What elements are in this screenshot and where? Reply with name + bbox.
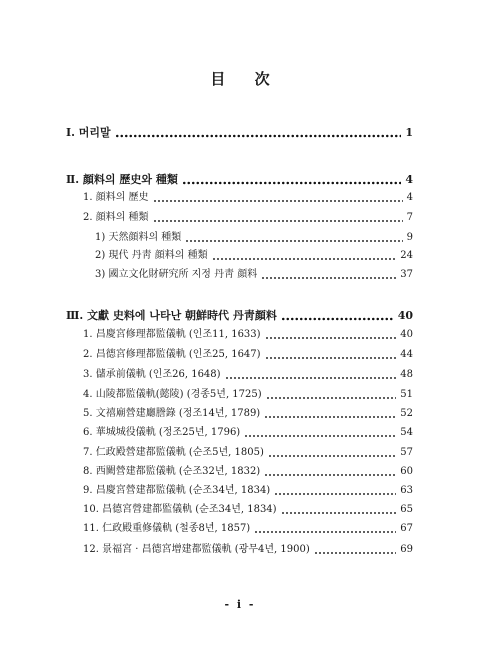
dot-leader — [225, 366, 397, 384]
toc-entry-label: Ⅰ. 머리말 — [66, 126, 111, 139]
page-title: 目 次 — [210, 70, 282, 88]
dot-leader — [274, 482, 396, 500]
dot-leader — [261, 266, 396, 284]
toc-entry-label: 11. 仁政殿重修儀軌 (철종8년, 1857) — [83, 523, 251, 534]
toc-entry-2 — [66, 171, 413, 189]
dot-leader — [185, 229, 402, 247]
toc-entry-label: 8. 西闕營建都監儀軌 (순조32년, 1832) — [83, 466, 261, 477]
toc-entry-page: 40 — [400, 329, 413, 340]
toc-entry-page: 9 — [406, 232, 413, 243]
toc-entry-label: 3. 儲承前儀軌 (인조26, 1648) — [83, 369, 221, 380]
toc-entry-11 — [83, 366, 413, 384]
toc-entry-page: 40 — [397, 309, 413, 322]
toc-entry-9 — [83, 326, 413, 344]
dot-leader — [314, 541, 397, 559]
toc-entry-label: 12. 景福宮 · 昌德宮增建都監儀軌 (광무4년, 1900) — [83, 544, 310, 555]
toc-entry-5 — [95, 229, 413, 247]
toc-entry-label: 5. 文禧廟營建廳謄錄 (정조14년, 1789) — [83, 408, 261, 419]
toc-entry-page: 60 — [400, 466, 413, 477]
toc-entry-14 — [83, 424, 413, 442]
dot-leader — [153, 209, 403, 227]
toc-entry-12 — [83, 386, 413, 404]
toc-entry-label: 9. 昌慶宮營建都監儀軌 (순조34년, 1834) — [83, 485, 271, 496]
toc-entry-18 — [83, 501, 413, 519]
toc-entry-label: 1. 顔料의 歷史 — [83, 192, 149, 203]
toc-entry-page: 51 — [400, 389, 413, 400]
toc-entry-label: 2) 現代 丹靑 顔料의 種類 — [95, 250, 208, 261]
dot-leader — [212, 247, 397, 265]
toc-entry-15 — [83, 444, 413, 462]
dot-leader — [264, 463, 396, 481]
dot-leader — [153, 189, 403, 207]
toc-entry-page: 4 — [405, 173, 413, 186]
toc-entry-page: 37 — [400, 269, 413, 280]
dot-leader — [254, 520, 396, 538]
toc-entry-label: 10. 昌德宮營建都監儀軌 (순조34년, 1834) — [83, 504, 277, 515]
dot-leader — [265, 346, 397, 364]
toc-entry-20 — [83, 541, 413, 559]
toc-entry-10 — [83, 346, 413, 364]
toc-entry-page: 48 — [400, 369, 413, 380]
toc-entry-label: 3) 國立文化財硏究所 지정 丹靑 顔料 — [95, 269, 258, 280]
toc-entry-16 — [83, 463, 413, 481]
toc-entry-label: 2. 昌德宮修理都監儀軌 (인조25, 1647) — [83, 349, 261, 360]
toc-entry-label: 6. 華城城役儀軌 (정조25년, 1796) — [83, 427, 241, 438]
toc-entry-1 — [66, 124, 413, 142]
toc-entry-label: 7. 仁政殿營建都監儀軌 (순조5년, 1805) — [83, 447, 264, 458]
toc-entry-13 — [83, 405, 413, 423]
toc-entry-page: 52 — [400, 408, 413, 419]
dot-leader — [266, 386, 397, 404]
toc-entry-19 — [83, 520, 413, 538]
dot-leader — [244, 424, 396, 442]
dot-leader — [268, 444, 396, 462]
dot-leader — [265, 326, 397, 344]
page-number-footer: - i - — [224, 598, 256, 611]
toc-entry-page: 69 — [400, 544, 413, 555]
toc-entry-label: 1) 天然顔料의 種類 — [95, 232, 182, 243]
toc-entry-page: 7 — [406, 212, 413, 223]
toc-entry-page: 57 — [400, 447, 413, 458]
toc-entry-page: 54 — [400, 427, 413, 438]
toc-entry-page: 65 — [400, 504, 413, 515]
dot-leader — [182, 171, 402, 189]
dot-leader — [264, 405, 396, 423]
dot-leader — [115, 124, 402, 142]
toc-entry-4 — [83, 209, 413, 227]
toc-entry-page: 24 — [400, 250, 413, 261]
toc-entry-label: 4. 山陵都監儀軌(懿陵) (경종5년, 1725) — [83, 389, 262, 400]
toc-entry-8 — [66, 307, 413, 325]
toc-entry-page: 63 — [400, 485, 413, 496]
dot-leader — [281, 307, 394, 325]
toc-entry-label: Ⅱ. 顔料의 歷史와 種類 — [66, 173, 178, 186]
dot-leader — [281, 501, 397, 519]
toc-entry-label: 2. 顔料의 種類 — [83, 212, 149, 223]
toc-entry-label: Ⅲ. 文獻 史料에 나타난 朝鮮時代 丹靑顔料 — [66, 309, 277, 322]
toc-entry-label: 1. 昌慶宮修理都監儀軌 (인조11, 1633) — [83, 329, 261, 340]
toc-entry-page: 4 — [406, 192, 413, 203]
toc-entry-page: 67 — [400, 523, 413, 534]
toc-entry-17 — [83, 482, 413, 500]
toc-entry-7 — [95, 266, 413, 284]
toc-entry-6 — [95, 247, 413, 265]
toc-entry-page: 1 — [405, 126, 413, 139]
toc-entry-page: 44 — [400, 349, 413, 360]
toc-entry-3 — [83, 189, 413, 207]
